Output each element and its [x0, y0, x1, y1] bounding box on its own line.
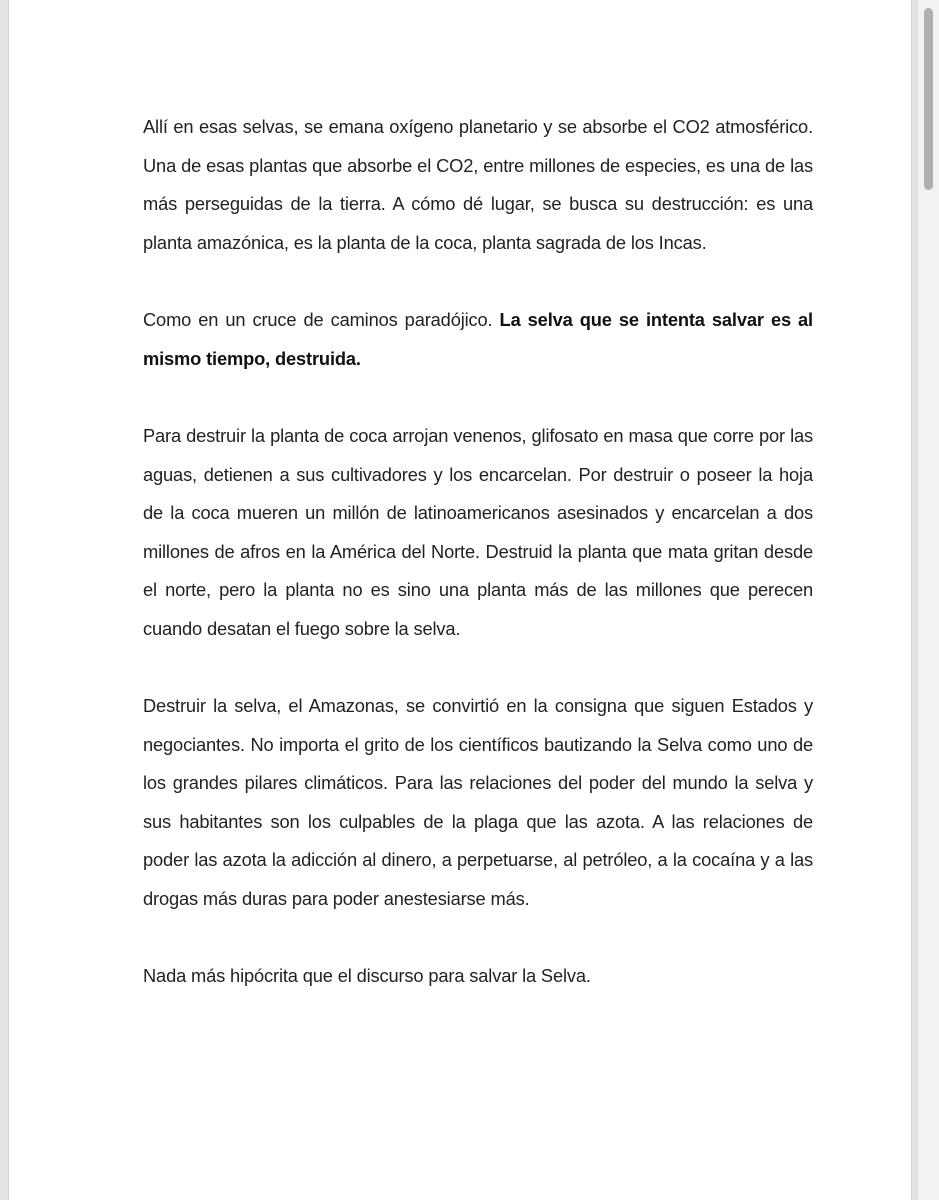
paragraph-5-text: Nada más hipócrita que el discurso para salvar la Selva. — [143, 965, 591, 986]
document-body — [143, 108, 813, 996]
paragraph-4-text: Destruir la selva, el Amazonas, se convirtió en la consigna que siguen Estados y negociantes. No importa el grito de los científicos bautizando la Selva como uno de los grandes pilares climáticos. Para las relaciones del poder del mundo la selva y sus habitantes son los culpables de la plaga que las azota. A las relaciones de poder las azota la adicción al dinero, a perpetuarse, al petróleo, a la cocaína y a las drogas más duras para poder anestesiarse más. — [143, 695, 813, 909]
paragraph-3-text: Para destruir la planta de coca arrojan venenos, glifosato en masa que corre por las aguas, detienen a sus cultivadores y los encarcelan. Por destruir o poseer la hoja de la coca mueren un millón de latinoamericanos asesinados y encarcelan a dos millones de afros en la América del Norte. Destruid la planta que mata gritan desde el norte, pero la planta no es sino una planta más de las millones que perecen cuando desatan el fuego sobre la selva. — [143, 425, 813, 639]
paragraph-2 — [143, 301, 813, 378]
paragraph-2-text: Como en un cruce de caminos paradójico. — [143, 309, 500, 330]
scrollbar-thumb[interactable] — [924, 8, 933, 190]
paragraph-4 — [143, 687, 813, 918]
document-page — [8, 0, 912, 1200]
paragraph-5 — [143, 957, 813, 996]
paragraph-1-text: Allí en esas selvas, se emana oxígeno planetario y se absorbe el CO2 atmosférico. Una de esas plantas que absorbe el CO2, entre millones de especies, es una de las más perseguidas de la tierra. A cómo dé lugar, se busca su destrucción: es una planta amazónica, es la planta de la coca, planta sagrada de los Incas. — [143, 116, 813, 253]
paragraph-1 — [143, 108, 813, 262]
paragraph-3 — [143, 417, 813, 648]
paragraph-2-bold-text: La selva que se intenta salvar es al mismo tiempo, destruida. — [143, 309, 813, 369]
